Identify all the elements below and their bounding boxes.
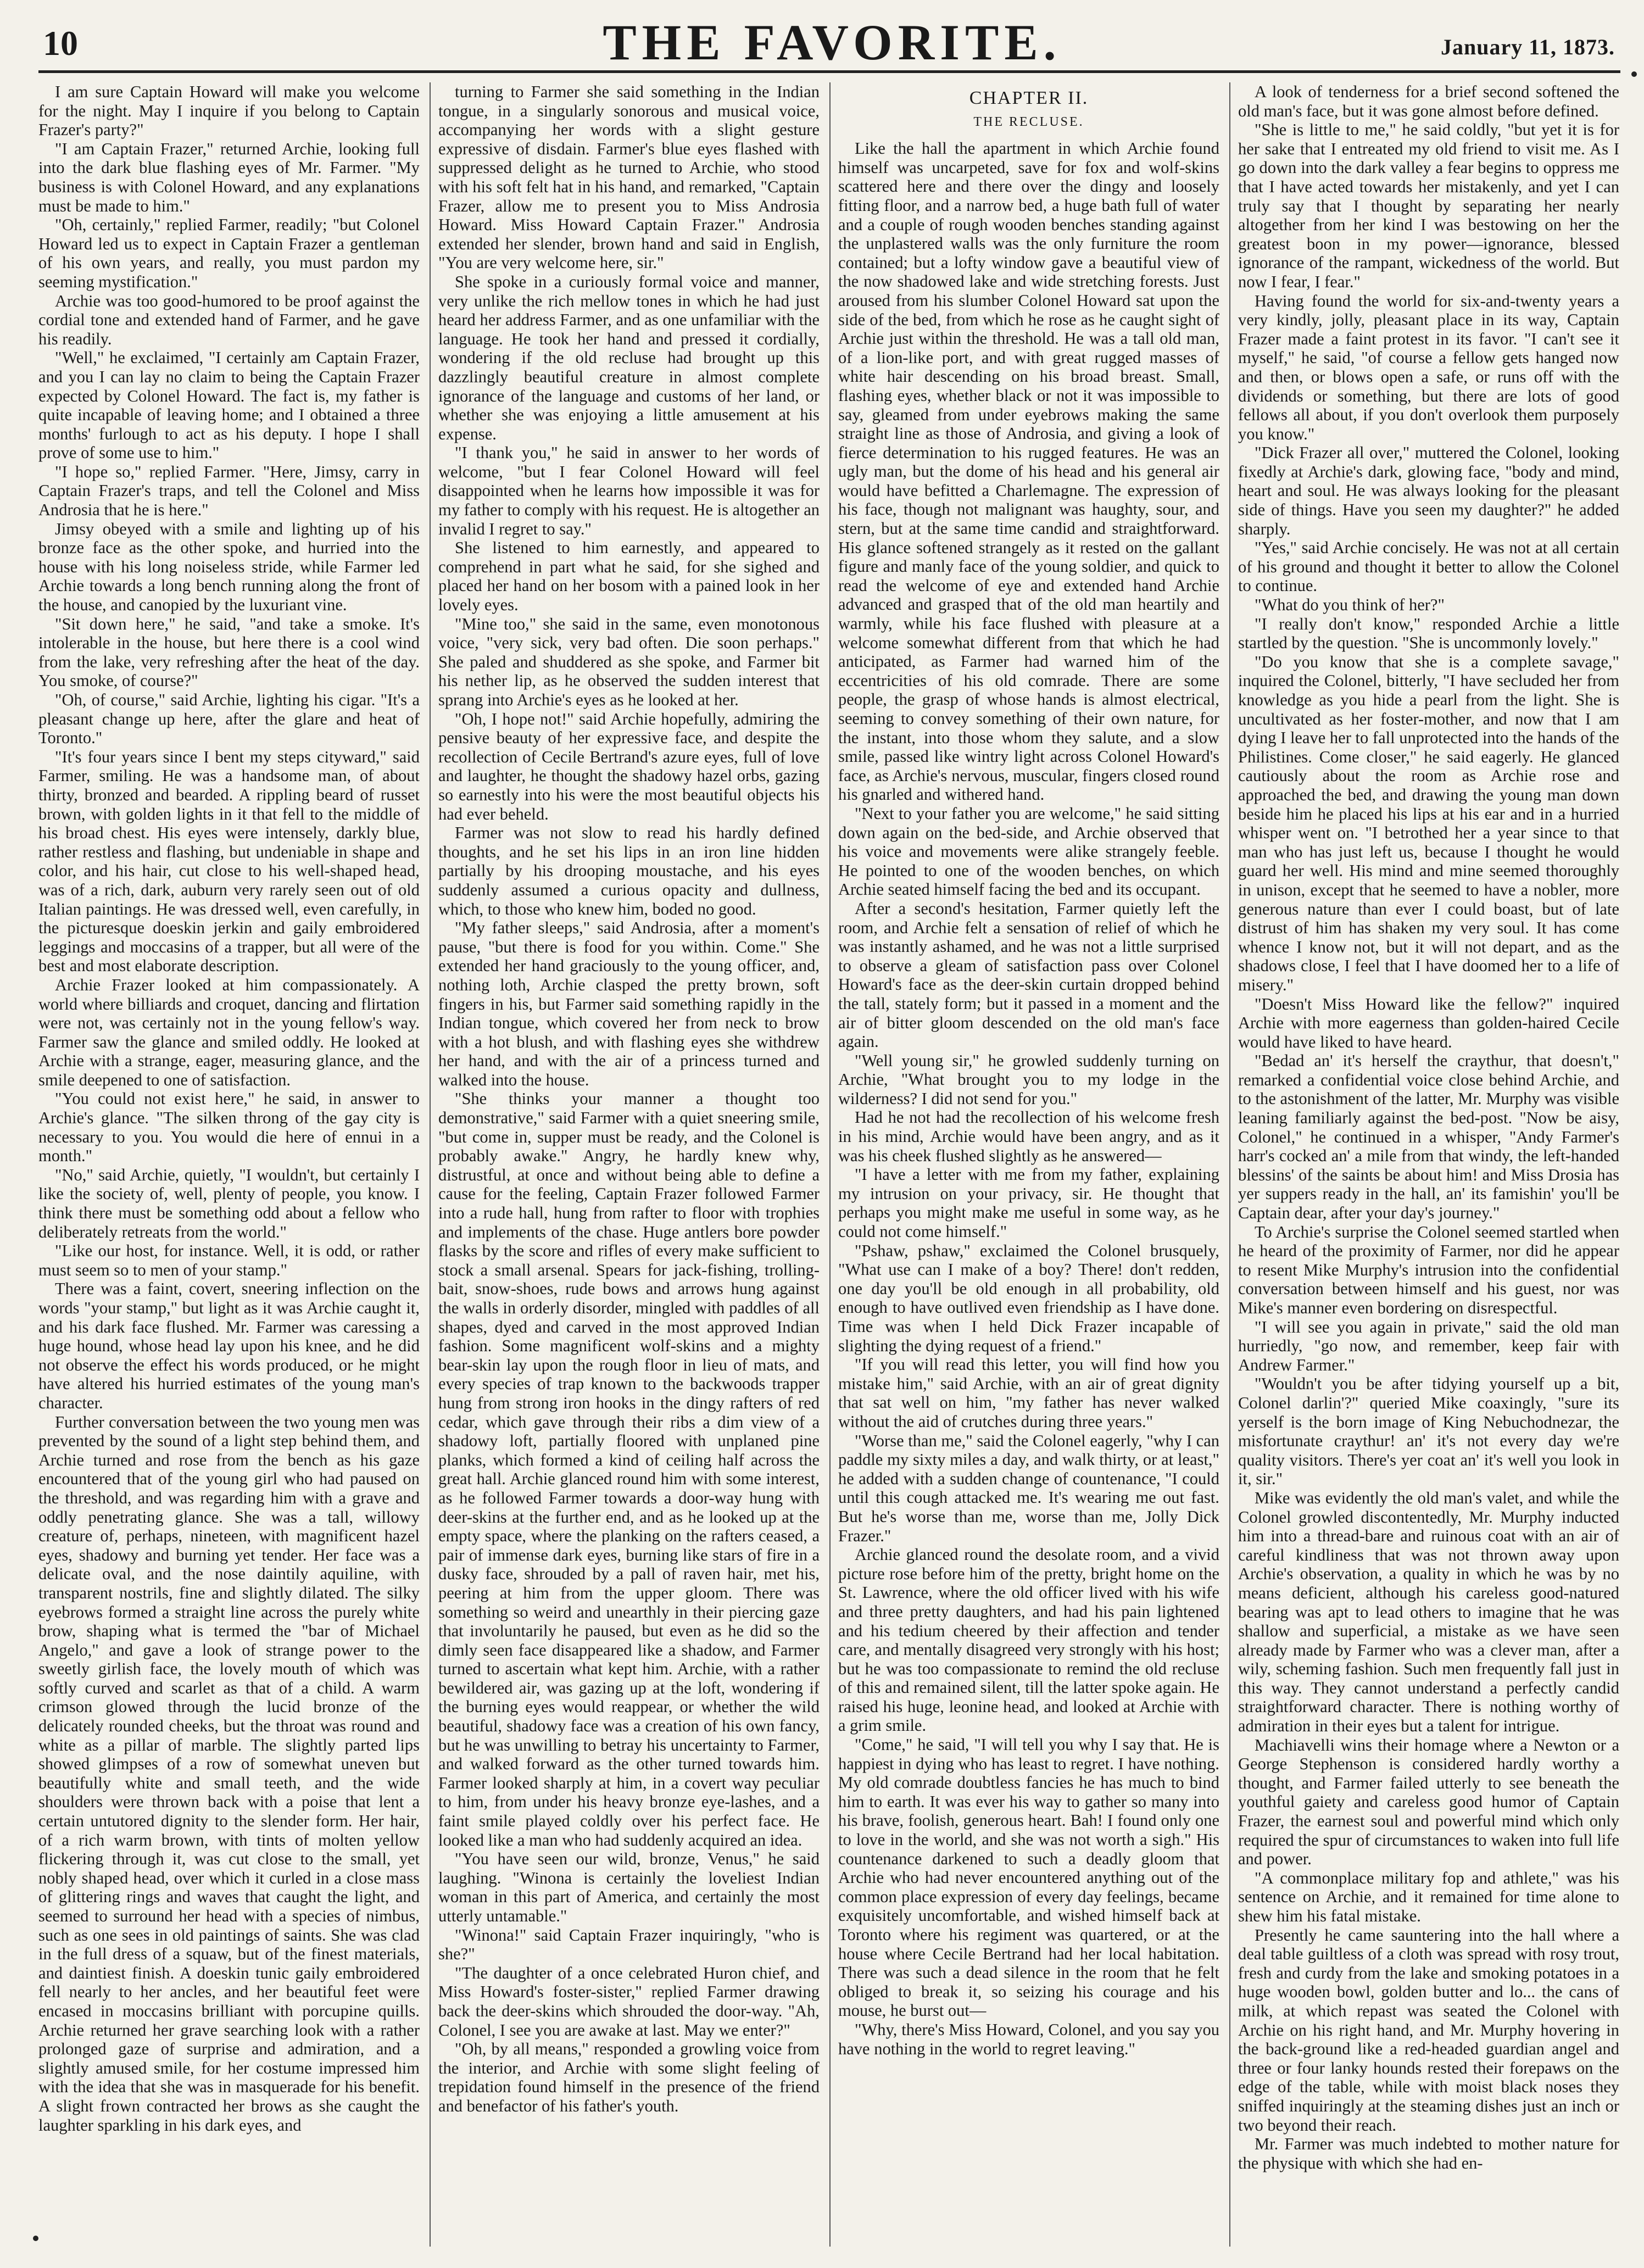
- paragraph: "If you will read this letter, you will find how you mistake him," said Archie, with an air of great dignity that sat well on him, "my father has never walked without the aid of crutches during three years.": [838, 1355, 1219, 1431]
- column-divider: [430, 82, 431, 2247]
- paragraph: "I thank you," he said in answer to her words of welcome, "but I fear Colonel Howard will feel disappointed when he learns how impossible it was for my father to comply with his request. He is altogether an invalid I regret to say.": [438, 443, 820, 538]
- paragraph: Archie glanced round the desolate room, and a vivid picture rose before him of the pretty, bright home on the St. Lawrence, where the old officer lived with his wife and three pretty daughters, and had his pain lightened and his tedium cheered by their affection and tender care, and mentally disagreed very strongly with his host; but he was too compassionate to remind the old recluse of this and remained silent, till the latter spoke again. He raised his huge, leonine head, and looked at Archie with a grim smile.: [838, 1545, 1219, 1735]
- print-speck: [1631, 71, 1637, 77]
- paragraph: "Oh, certainly," replied Farmer, readily; "but Colonel Howard led us to expect in Captain Frazer a gentleman of his own years, and really, you must pardon my seeming mystification.": [38, 215, 420, 291]
- paragraph: "Sit down here," he said, "and take a smoke. It's intolerable in the house, but here there is a cool wind from the lake, very refreshing after the heat of the day. You smoke, of course?": [38, 614, 420, 690]
- paragraph: "Do you know that she is a complete savage," inquired the Colonel, bitterly, "I have secluded her from knowledge as you hide a pearl from the light. She is uncultivated as her foster-mother, and now that I am dying I leave her to fall unprotected into the hands of the Philistines. Come closer," he said eagerly. He glanced cautiously about the room as Archie rose and approached the bed, and drawing the young man down beside him he placed his lips at his ear and in a hurried whisper went on. "I betrothed her a year since to that man who has just left us, because I thought he would guard her well. His mind and mine seemed thoroughly in unison, except that he seemed to have a nobler, more generous nature than ever I could boast, but of late distrust of him has shaken my very soul. It has come whence I know not, but it will not depart, and as the shadows close, I feel that I have doomed her to a life of misery.": [1238, 652, 1619, 994]
- header-rule: [38, 70, 1620, 73]
- column-divider: [829, 82, 831, 2247]
- paragraph: "Dick Frazer all over," muttered the Colonel, looking fixedly at Archie's dark, glowing face, "body and mind, heart and soul. He was always looking for the pleasant side of things. Have you seen my daughter?" he added sharply.: [1238, 443, 1619, 538]
- paragraph: I am sure Captain Howard will make you welcome for the night. May I inquire if you belong to Captain Frazer's party?": [38, 82, 420, 140]
- page-number: 10: [43, 24, 78, 63]
- paragraph: Had he not had the recollection of his welcome fresh in his mind, Archie would have been angry, and as it was his cheek flushed slightly as he answered—: [838, 1108, 1219, 1165]
- paragraph: "I really don't know," responded Archie a little startled by the question. "She is uncommonly lovely.": [1238, 614, 1619, 653]
- paragraph: Having found the world for six-and-twenty years a very kindly, jolly, pleasant place in its way, Captain Frazer made a faint protest in its favor. "I can't see it myself," he said, "of course a fellow gets hanged now and then, or blows open a safe, or runs off with the dividends or something, but there are lots of good fellows all about, if you don't overlook them purposely you know.": [1238, 291, 1619, 443]
- masthead: [38, 12, 1626, 73]
- paragraph: "The daughter of a once celebrated Huron chief, and Miss Howard's foster-sister," replied Farmer drawing back the deer-skins which shrouded the door-way. "Ah, Colonel, I see you are awake at last. May we enter?": [438, 1963, 820, 2039]
- paragraph: "Doesn't Miss Howard like the fellow?" inquired Archie with more eagerness than golden-haired Cecile would have liked to have heard.: [1238, 994, 1619, 1051]
- print-speck: [33, 2236, 38, 2241]
- paragraph: "Well young sir," he growled suddenly turning on Archie, "What brought you to my lodge in the wilderness? I did not send for you.": [838, 1051, 1219, 1108]
- column-4: [1238, 82, 1619, 2247]
- column-1: [38, 82, 420, 2247]
- paragraph: "A commonplace military fop and athlete," was his sentence on Archie, and it remained for time alone to shew him his fatal mistake.: [1238, 1868, 1619, 1925]
- paragraph: "Pshaw, pshaw," exclaimed the Colonel brusquely, "What use can I make of a boy? There! don't redden, one day you'll be old enough in all probability, old enough to have outlived even friendship as I have done. Time was when I held Dick Frazer incapable of slighting the dying request of a friend.": [838, 1241, 1219, 1355]
- paragraph: "I hope so," replied Farmer. "Here, Jimsy, carry in Captain Frazer's traps, and tell the Colonel and Miss Androsia that he is here.": [38, 462, 420, 520]
- paragraph: Further conversation between the two young men was prevented by the sound of a light step behind them, and Archie turned and rose from the bench as his gaze encountered that of the young girl who had paused on the threshold, and was regarding him with a grave and oddly penetrating glance. She was a tall, willowy creature of, perhaps, nineteen, with magnificent hazel eyes, shadowy and burning yet tender. Her face was a delicate oval, and the nose daintily aquiline, with transparent nostrils, fine and slightly dilated. The silky eyebrows formed a straight line across the purely white brow, shaping what is termed the "bar of Michael Angelo," and gave a look of strange power to the sweetly girlish face, the lovely mouth of which was softly curved and scarlet as that of a child. A warm crimson glowed through the lucid bronze of the delicately rounded cheeks, but the throat was round and white as a pillar of marble. The slightly parted lips showed glimpses of a row of somewhat uneven but beautifully white and small teeth, and the wide shoulders were thrown back with a poise that lent a certain untutored dignity to the slender form. Her hair, of a rich warm brown, with tints of molten yellow flickering through it, was cut close to the small, yet nobly shaped head, over which it curled in a close mass of glittering rings and waves that caught the light, and seemed to surround her head with a species of nimbus, such as one sees in old paintings of saints. She was clad in the full dress of a squaw, but of the finest materials, and daintiest finish. A doeskin tunic gaily embroidered fell nearly to her ancles, and her beautiful feet were encased in moccasins brilliant with porcupine quills. Archie returned her grave searching look with a rather prolonged gaze of surprise and admiration, and a slightly amused smile, for her costume impressed him with the idea that she was in masquerade for his benefit. A slight frown contracted her brows as she caught the laughter sparkling in his dark eyes, and: [38, 1412, 420, 2135]
- paragraph: "She is little to me," he said coldly, "but yet it is for her sake that I entreated my old friend to visit me. As I go down into the dark valley a fear begins to oppress me that I have acted towards her mistakenly, and yet I can truly say that I thought by separating her nearly altogether from her kind I was bestowing on her the greatest boon in my power—ignorance, blessed ignorance of the rampant, wickedness of the world. But now I fear, I fear.": [1238, 120, 1619, 291]
- paragraph: "You could not exist here," he said, in answer to Archie's glance. "The silken throng of the gay city is necessary to you. You would die here of ennui in a month.": [38, 1089, 420, 1166]
- paragraph: "Worse than me," said the Colonel eagerly, "why I can paddle my sixty miles a day, and walk thirty, or at least," he added with a sudden change of countenance, "I could until this cough attacked me. It's wearing me out fast. But he's worse than me, worse than me, Jolly Dick Frazer.": [838, 1431, 1219, 1545]
- paragraph: "Like our host, for instance. Well, it is odd, or rather must seem so to men of your stamp.": [38, 1241, 420, 1279]
- paragraph: "Winona!" said Captain Frazer inquiringly, "who is she?": [438, 1925, 820, 1964]
- paragraph: She spoke in a curiously formal voice and manner, very unlike the rich mellow tones in which he had just heard her address Farmer, and as one unfamiliar with the language. He took her hand and pressed it cordially, wondering if the old recluse had brought up this dazzlingly beautiful creature in almost complete ignorance of the language and customs of her land, or whether she was enjoying a little amusement at his expense.: [438, 272, 820, 443]
- paragraph: "What do you think of her?": [1255, 595, 1445, 615]
- paragraph: A look of tenderness for a brief second softened the old man's face, but it was gone almost before defined.: [1238, 82, 1619, 120]
- column-2: [438, 82, 820, 2247]
- paragraph: turning to Farmer she said something in the Indian tongue, in a singularly sonorous and musical voice, accompanying her words with a slight gesture expressive of disdain. Farmer's blue eyes flashed with suppressed delight as he turned to Archie, who stood with his soft felt hat in his hand, and remarked, "Captain Frazer, allow me to present you to Miss Androsia Howard. Miss Howard Captain Frazer." Androsia extended her slender, brown hand and said in English, "You are very welcome here, sir.": [438, 82, 820, 272]
- newspaper-title: THE FAVORITE.: [603, 14, 1062, 70]
- chapter-heading: CHAPTER II.: [969, 88, 1089, 108]
- newspaper-page: [16, 0, 1626, 2268]
- paragraph: "She thinks your manner a thought too demonstrative," said Farmer with a quiet sneering smile, "but come in, supper must be ready, and the Colonel is probably awake." Angry, he hardly knew why, distrustful, at once and without being able to define a cause for the feeling, Captain Frazer followed Farmer into a rude hall, hung from rafter to floor with trophies and implements of the chase. Huge antlers bore powder flasks by the score and rifles of every make sufficient to stock a small arsenal. Spears for jack-fishing, trolling-bait, snow-shoes, rude bows and arrows hung against the walls in orderly disorder, mingled with paddles of all shapes, dyed and carved in the most approved Indian fashion. Some magnificent wolf-skins and a mighty bear-skin lay upon the rough floor in lieu of mats, and every species of trap known to the backwoods trapper hung from strong iron hooks in the dingy rafters of red cedar, which gave through their ribs a dim view of a shadowy loft, partially floored with unplaned pine planks, which formed a kind of ceiling half across the great hall. Archie glanced round him with some interest, as he followed Farmer towards a door-way hung with deer-skins at the further end, and as he looked up at the empty space, where the planking on the rafters ceased, a pair of immense dark eyes, burning like stars of fire in a dusky face, shrouded by a pall of raven hair, met his, peering at him from the upper gloom. There was something so weird and unearthly in their piercing gaze that involuntarily he paused, but even as he did so the dimly seen face disappeared like a shadow, and Farmer turned to ascertain what kept him. Archie, with a rather bewildered air, was gazing up at the loft, wondering if the burning eyes would reappear, or whether the wild beautiful, shadowy face was a creation of his own fancy, but he was unwilling to betray his uncertainty to Farmer, and walked forward as the other turned towards him. Farmer looked sharply at him, in a covert way peculiar to him, from under his heavy bronze eye-lashes, and a faint smile played coldly over his perfect face. He looked like a man who had suddenly acquired an idea.: [438, 1089, 820, 1849]
- paragraph: "Oh, of course," said Archie, lighting his cigar. "It's a pleasant change up here, after the glare and heat of Toronto.": [38, 690, 420, 748]
- column-divider: [1229, 82, 1230, 2247]
- paragraph: "Next to your father you are welcome," he said sitting down again on the bed-side, and Archie observed that his voice and movements were alike strangely feeble. He pointed to one of the wooden benches, on which Archie seated himself facing the bed and its occupant.: [838, 804, 1219, 899]
- paragraph: "Oh, by all means," responded a growling voice from the interior, and Archie with some slight feeling of trepidation found himself in the presence of the friend and benefactor of his father's youth.: [438, 2039, 820, 2115]
- paragraph: "I am Captain Frazer," returned Archie, looking full into the dark blue flashing eyes of Mr. Farmer. "My business is with Colonel Howard, and any explanations must be made to him.": [38, 139, 420, 215]
- issue-date: January 11, 1873.: [1440, 35, 1615, 59]
- paragraph: "Bedad an' it's herself the craythur, that doesn't," remarked a confidential voice close behind Archie, and to the astonishment of the latter, Mr. Murphy was visible leaning familiarly against the bed-post. "Now be aisy, Colonel," he continued in a whisper, "Andy Farmer's harr's cocked an' a mile from that windy, the left-handed blessins' of the saints be about him! and Miss Drosia has yer suppers ready in the hall, an' its famishin' you'll be Captain dear, after your day's journey.": [1238, 1051, 1619, 1223]
- paragraph: Mr. Farmer was much indebted to mother nature for the physique with which she had en-: [1238, 2135, 1619, 2172]
- paragraph: "My father sleeps," said Androsia, after a moment's pause, "but there is food for you within. Come." She extended her hand graciously to the young officer, and, nothing loth, Archie clasped the pretty brown, soft fingers in his, but Farmer said something rapidly in the Indian tongue, which covered her from neck to brow with a hot blush, and with flashing eyes she withdrew her hand, and with the air of a princess turned and walked into the house.: [438, 918, 820, 1089]
- paragraph: Archie Frazer looked at him compassionately. A world where billiards and croquet, dancing and flirtation were not, was certainly not in the young fellow's way. Farmer saw the glance and smiled oddly. He looked at Archie with a strange, eager, measuring glance, and the smile deepened to one of satisfaction.: [38, 975, 420, 1089]
- paragraph: Farmer was not slow to read his hardly defined thoughts, and he set his lips in an iron line hidden partially by his drooping moustache, and his eyes suddenly assumed a curious opacity and dullness, which, to those who knew him, boded no good.: [438, 823, 820, 918]
- paragraph: "Why, there's Miss Howard, Colonel, and you say you have nothing in the world to regret leaving.": [838, 2020, 1219, 2058]
- paragraph: Presently he came sauntering into the hall where a deal table guiltless of a cloth was spread with rosy trout, fresh and curdy from the lake and smoking potatoes in a huge wooden bowl, golden butter and lo... the cans of milk, at which repast was seated the Colonel with Archie on his right hand, and Mr. Murphy hovering in the back-ground like a red-headed guardian angel and three or four lanky hounds rested their forepaws on the edge of the table, while with moist black noses they sniffed inquiringly at the steaming dishes just an inch or two beyond their reach.: [1238, 1925, 1619, 2135]
- paragraph: She listened to him earnestly, and appeared to comprehend in part what he said, for she sighed and placed her hand on her bosom with a pained look in her lovely eyes.: [438, 538, 820, 615]
- paragraph: Jimsy obeyed with a smile and lighting up of his bronze face as the other spoke, and hurried into the house with his long noiseless stride, while Farmer led Archie towards a long bench running along the front of the house, and canopied by the luxuriant vine.: [38, 519, 420, 615]
- paragraph: "Yes," said Archie concisely. He was not at all certain of his ground and thought it better to allow the Colonel to continue.: [1238, 538, 1619, 595]
- paragraph: "You have seen our wild, bronze, Venus," he said laughing. "Winona is certainly the loveliest Indian woman in this part of America, and certainly the most utterly untamable.": [438, 1849, 820, 1925]
- column-3: [838, 82, 1219, 2247]
- paragraph: "Mine too," she said in the same, even monotonous voice, "very sick, very bad often. Die soon perhaps." She paled and shuddered as she spoke, and Farmer bit his nether lip, as he observed the sudden interest that sprang into Archie's eyes as he looked at her.: [438, 614, 820, 709]
- paragraph: "I have a letter with me from my father, explaining my intrusion on your privacy, sir. He thought that perhaps you might make me useful in some way, as he could not come himself.": [838, 1165, 1219, 1241]
- paragraph: "I will see you again in private," said the old man hurriedly, "go now, and remember, keep fair with Andrew Farmer.": [1238, 1317, 1619, 1374]
- paragraph: Mike was evidently the old man's valet, and while the Colonel growled discontentedly, Mr. Murphy inducted him into a thread-bare and ruinous coat with an air of careful kindliness that was not thrown away upon Archie's observation, a quality in which he was by no means deficient, although his careless good-natured bearing was apt to lead others to imagine that he was shallow and superficial, a mistake as we have seen already made by Farmer who was a clever man, after a wily, scheming fashion. Such men frequently fall just in this way. They cannot understand a perfectly candid straightforward character. There is nothing worthy of admiration in their eyes but a talent for intrigue.: [1238, 1488, 1619, 1736]
- paragraph: "Oh, I hope not!" said Archie hopefully, admiring the pensive beauty of her expressive face, and despite the recollection of Cecile Bertrand's azure eyes, full of love and laughter, he thought the shadowy hazel orbs, gazing so earnestly into his were the most beautiful objects his had ever beheld.: [438, 709, 820, 823]
- paragraph: To Archie's surprise the Colonel seemed startled when he heard of the proximity of Farmer, nor did he appear to resent Mike Murphy's intrusion into the confidential conversation between himself and his guest, nor was Mike's manner even bordering on disrespectful.: [1238, 1222, 1619, 1317]
- chapter-subtitle: THE RECLUSE.: [973, 114, 1084, 129]
- article-columns: [38, 82, 1620, 2247]
- paragraph: Archie was too good-humored to be proof against the cordial tone and extended hand of Farmer, and he gave his readily.: [38, 291, 420, 348]
- paragraph: Machiavelli wins their homage where a Newton or a George Stephenson is considered hardly worthy a thought, and Farmer failed utterly to see beneath the youthful gaiety and careless good humor of Captain Frazer, the earnest soul and powerful mind which only required the spur of circumstances to waken into full life and power.: [1238, 1735, 1619, 1869]
- paragraph: "Well," he exclaimed, "I certainly am Captain Frazer, and you I can lay no claim to being the Captain Frazer expected by Colonel Howard. The fact is, my father is quite incapable of leaving home; and I obtained a three months' furlough to act as his deputy. I hope I shall prove of some use to him.": [38, 348, 420, 462]
- paragraph: After a second's hesitation, Farmer quietly left the room, and Archie felt a sensation of relief of which he was instantly ashamed, and he was not a little surprised to observe a gleam of satisfaction pass over Colonel Howard's face as the deer-skin curtain dropped behind the tall, stately form; but it passed in a moment and the air of bitter gloom descended on the old man's face again.: [838, 899, 1219, 1051]
- paragraph: "No," said Archie, quietly, "I wouldn't, but certainly I like the society of, well, plenty of people, you know. I think there must be something odd about a fellow who deliberately retreats from the world.": [38, 1165, 420, 1241]
- paragraph: There was a faint, covert, sneering inflection on the words "your stamp," but light as it was Archie caught it, and his dark face flushed. Mr. Farmer was caressing a huge hound, whose head lay upon his knee, and he did not observe the effect his words produced, or he might have altered his hurried estimates of the young man's character.: [38, 1279, 420, 1412]
- paragraph: "Come," he said, "I will tell you why I say that. He is happiest in dying who has least to regret. I have nothing. My old comrade doubtless fancies he has much to bind him to earth. It was ever his way to gather so many into his brave, foolish, generous heart. Bah! I found only one to love in the world, and she was not worth a sigh." His countenance darkened to such a deadly gloom that Archie who had never encountered anything out of the common place expression of every day feelings, became exquisitely uncomfortable, and wished himself back at Toronto where his regiment was quartered, or at the house where Cecile Bertrand had her local habitation. There was such a dead silence in the room that he felt obliged to break it, so seizing his courage and his mouse, he burst out—: [838, 1735, 1219, 2020]
- paragraph: "Wouldn't you be after tidying yourself up a bit, Colonel darlin'?" queried Mike coaxingly, "sure its yerself is the born image of King Nebuchodnezar, the misfortunate craythur! an' it's not every day we're quality visitors. There's yer coat an' it's well you look in it, sir.": [1238, 1374, 1619, 1489]
- paragraph: Like the hall the apartment in which Archie found himself was uncarpeted, save for fox and wolf-skins scattered here and there over the dingy and loosely fitting floor, and a narrow bed, a huge bath full of water and a couple of rough wooden benches standing against the unplastered walls was the only furniture the room contained; but a lofty window gave a beautiful view of the now shadowed lake and wide stretching forests. Just aroused from his slumber Colonel Howard sat upon the side of the bed, from which he rose as he caught sight of Archie just within the threshold. He was a tall old man, of a lion-like port, and with great rugged masses of white hair descending on his broad breast. Small, flashing eyes, whether black or not it was impossible to say, gleamed from under eyebrows making the same straight line as those of Androsia, and giving a look of fierce determination to his rugged features. He was an ugly man, but the dome of his head and his general air would have befitted a Charlemagne. The expression of his face, though not malignant was haughty, sour, and stern, but at the same time candid and straightforward. His glance softened strangely as it rested on the gallant figure and manly face of the young soldier, and quick to read the welcome of eye and extended hand Archie advanced and grasped that of the old man heartily and warmly, while his face flushed with pleasure at a welcome somewhat different from that which he had anticipated, as Farmer had warned him of the eccentricities of his old comrade. There are some people, the grasp of whose hands is almost electrical, seeming to convey something of their own nature, for the instant, into those whom they salute, and a slow smile, passed like wintry light across Colonel Howard's face, as Archie's nervous, muscular, fingers closed round his gnarled and withered hand.: [838, 139, 1219, 804]
- paragraph: "It's four years since I bent my steps cityward," said Farmer, smiling. He was a handsome man, of about thirty, bronzed and bearded. A rippling beard of russet brown, with golden lights in it that fell to the middle of his broad chest. His eyes were intensely, darkly blue, rather restless and flashing, but undeniable in shape and color, and his hair, cut close to his well-shaped head, was of a rich, dark, auburn very rarely seen out of old Italian paintings. He was dressed well, even carefully, in the picturesque doeskin jerkin and gaily embroidered leggings and moccasins of a trapper, but all were of the best and most elaborate description.: [38, 747, 420, 976]
